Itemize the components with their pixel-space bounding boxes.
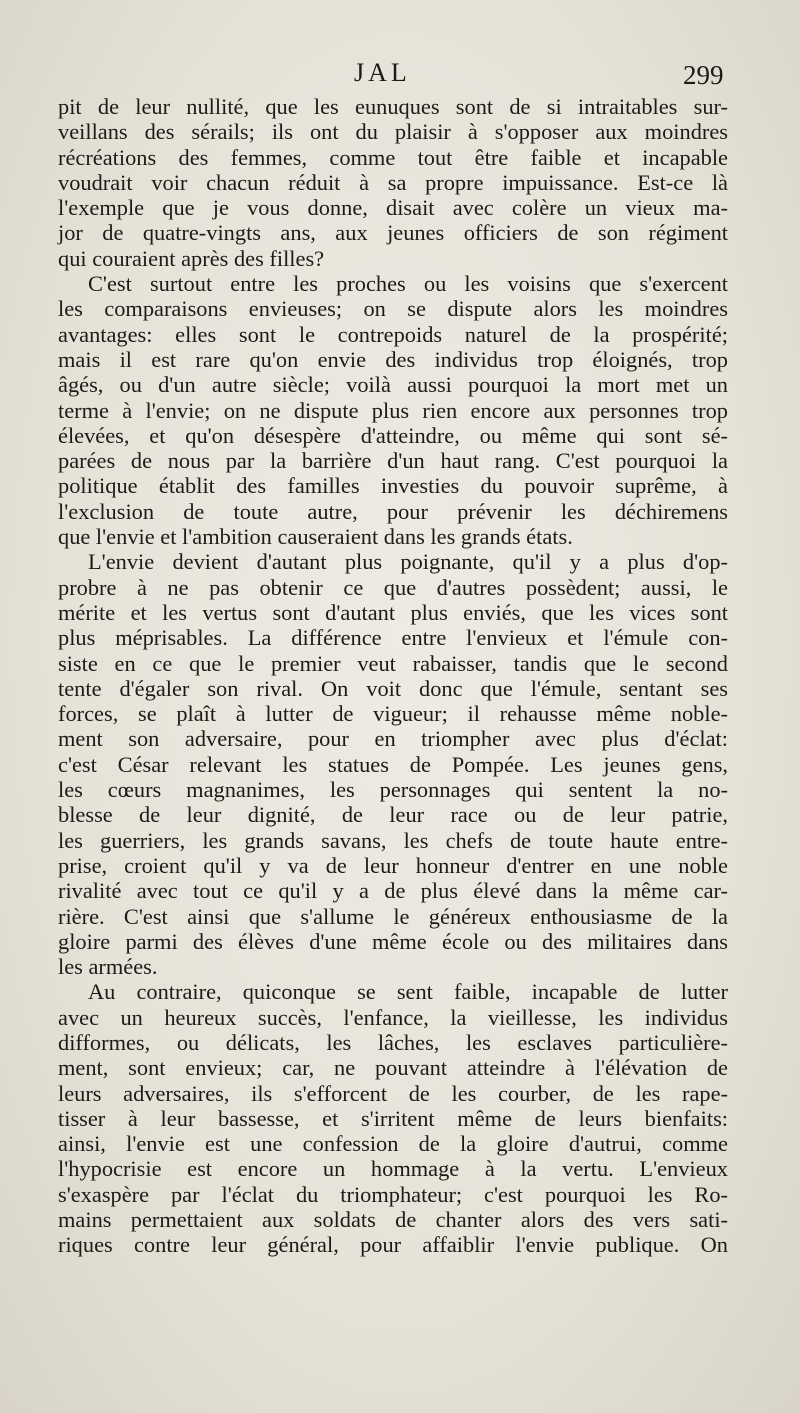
text-line: pit de leur nullité, que les eunuques sont de si intraitables sur-	[58, 94, 728, 119]
text-line: voudrait voir chacun réduit à sa propre impuissance. Est-ce là	[58, 169, 728, 195]
text-line: C'est surtout entre les proches ou les voisins que s'exercent	[88, 271, 728, 297]
text-line: mérite et les vertus sont d'autant plus enviés, que les vices sont	[58, 599, 728, 625]
body-text	[58, 94, 728, 1258]
text-line: riques contre leur général, pour affaiblir l'envie publique. On	[58, 1232, 728, 1258]
text-line: plus méprisables. La différence entre l'envieux et l'émule con-	[58, 625, 728, 651]
text-line: les comparaisons envieuses; on se dispute alors les moindres	[58, 296, 728, 322]
text-line: rière. C'est ainsi que s'allume le généreux enthousiasme de la	[58, 903, 728, 929]
text-line: l'exemple que je vous donne, disait avec colère un vieux ma-	[58, 195, 728, 221]
text-line: leurs adversaires, ils s'efforcent de les courber, de les rape-	[58, 1080, 728, 1106]
text-line: c'est César relevant les statues de Pompée. Les jeunes gens,	[58, 751, 728, 777]
text-line: mains permettaient aux soldats de chanter alors des vers sati-	[58, 1207, 728, 1233]
text-line: l'hypocrisie est encore un hommage à la vertu. L'envieux	[58, 1156, 728, 1182]
text-line: veillans des sérails; ils ont du plaisir à s'opposer aux moindres	[58, 119, 728, 145]
text-line: gloire parmi des élèves d'une même école ou des militaires dans	[58, 928, 728, 954]
text-line: mais il est rare qu'on envie des individus trop éloignés, trop	[58, 346, 728, 372]
text-line: qui couraient après des filles?	[58, 245, 325, 271]
text-line: prise, croient qu'il y va de leur honneur d'entrer en une noble	[58, 852, 728, 878]
running-head: JAL	[354, 58, 411, 87]
text-line: avec un heureux succès, l'enfance, la vieillesse, les individus	[58, 1004, 728, 1030]
paragraph	[58, 271, 728, 549]
text-line: forces, se plaît à lutter de vigueur; il rehausse même noble-	[58, 701, 728, 727]
text-line: l'exclusion de toute autre, pour prévenir les déchiremens	[58, 498, 728, 524]
text-line: parées de nous par la barrière d'un haut rang. C'est pourquoi la	[58, 448, 728, 474]
text-line: difformes, ou délicats, les lâches, les esclaves particulière-	[58, 1029, 728, 1055]
text-line: ainsi, l'envie est une confession de la gloire d'autrui, comme	[58, 1131, 728, 1157]
text-line: blesse de leur dignité, de leur race ou de leur patrie,	[58, 802, 728, 828]
text-line: tisser à leur bassesse, et s'irritent même de leurs bienfaits:	[58, 1105, 728, 1131]
text-line: L'envie devient d'autant plus poignante, qu'il y a plus d'op-	[88, 549, 728, 575]
text-line: politique établit des familles investies du pouvoir suprême, à	[58, 473, 728, 499]
paragraph	[58, 94, 728, 271]
text-line: s'exaspère par l'éclat du triomphateur; c'est pourquoi les Ro-	[58, 1181, 728, 1207]
text-line: les cœurs magnanimes, les personnages qui sentent la no-	[58, 777, 728, 803]
text-line: que l'envie et l'ambition causeraient dans les grands états.	[58, 524, 573, 550]
page-header	[0, 58, 800, 92]
text-line: les guerriers, les grands savans, les chefs de toute haute entre-	[58, 827, 728, 853]
text-line: rivalité avec tout ce qu'il y a de plus élevé dans la même car-	[58, 878, 728, 904]
text-line: ment son adversaire, pour en triompher avec plus d'éclat:	[58, 726, 728, 752]
text-line: probre à ne pas obtenir ce que d'autres possèdent; aussi, le	[58, 574, 728, 600]
text-line: avantages: elles sont le contrepoids naturel de la prospérité;	[58, 321, 728, 347]
page-number: 299	[683, 60, 724, 90]
text-line: siste en ce que le premier veut rabaisser, tandis que le second	[58, 650, 728, 676]
text-line: récréations des femmes, comme tout être faible et incapable	[58, 144, 728, 170]
text-line: ment, sont envieux; car, ne pouvant atteindre à l'élévation de	[58, 1055, 728, 1081]
text-line: tente d'égaler son rival. On voit donc que l'émule, sentant ses	[58, 675, 728, 701]
paragraph	[58, 549, 728, 979]
text-line: Au contraire, quiconque se sent faible, incapable de lutter	[88, 979, 728, 1005]
text-line: terme à l'envie; on ne dispute plus rien encore aux personnes trop	[58, 397, 728, 423]
text-line: les armées.	[58, 954, 158, 980]
text-line: jor de quatre-vingts ans, aux jeunes officiers de son régiment	[58, 220, 728, 246]
paragraph	[58, 979, 728, 1257]
text-line: élevées, et qu'on désespère d'atteindre, ou même qui sont sé-	[58, 422, 728, 448]
text-line: âgés, ou d'un autre siècle; voilà aussi pourquoi la mort met un	[58, 372, 728, 398]
